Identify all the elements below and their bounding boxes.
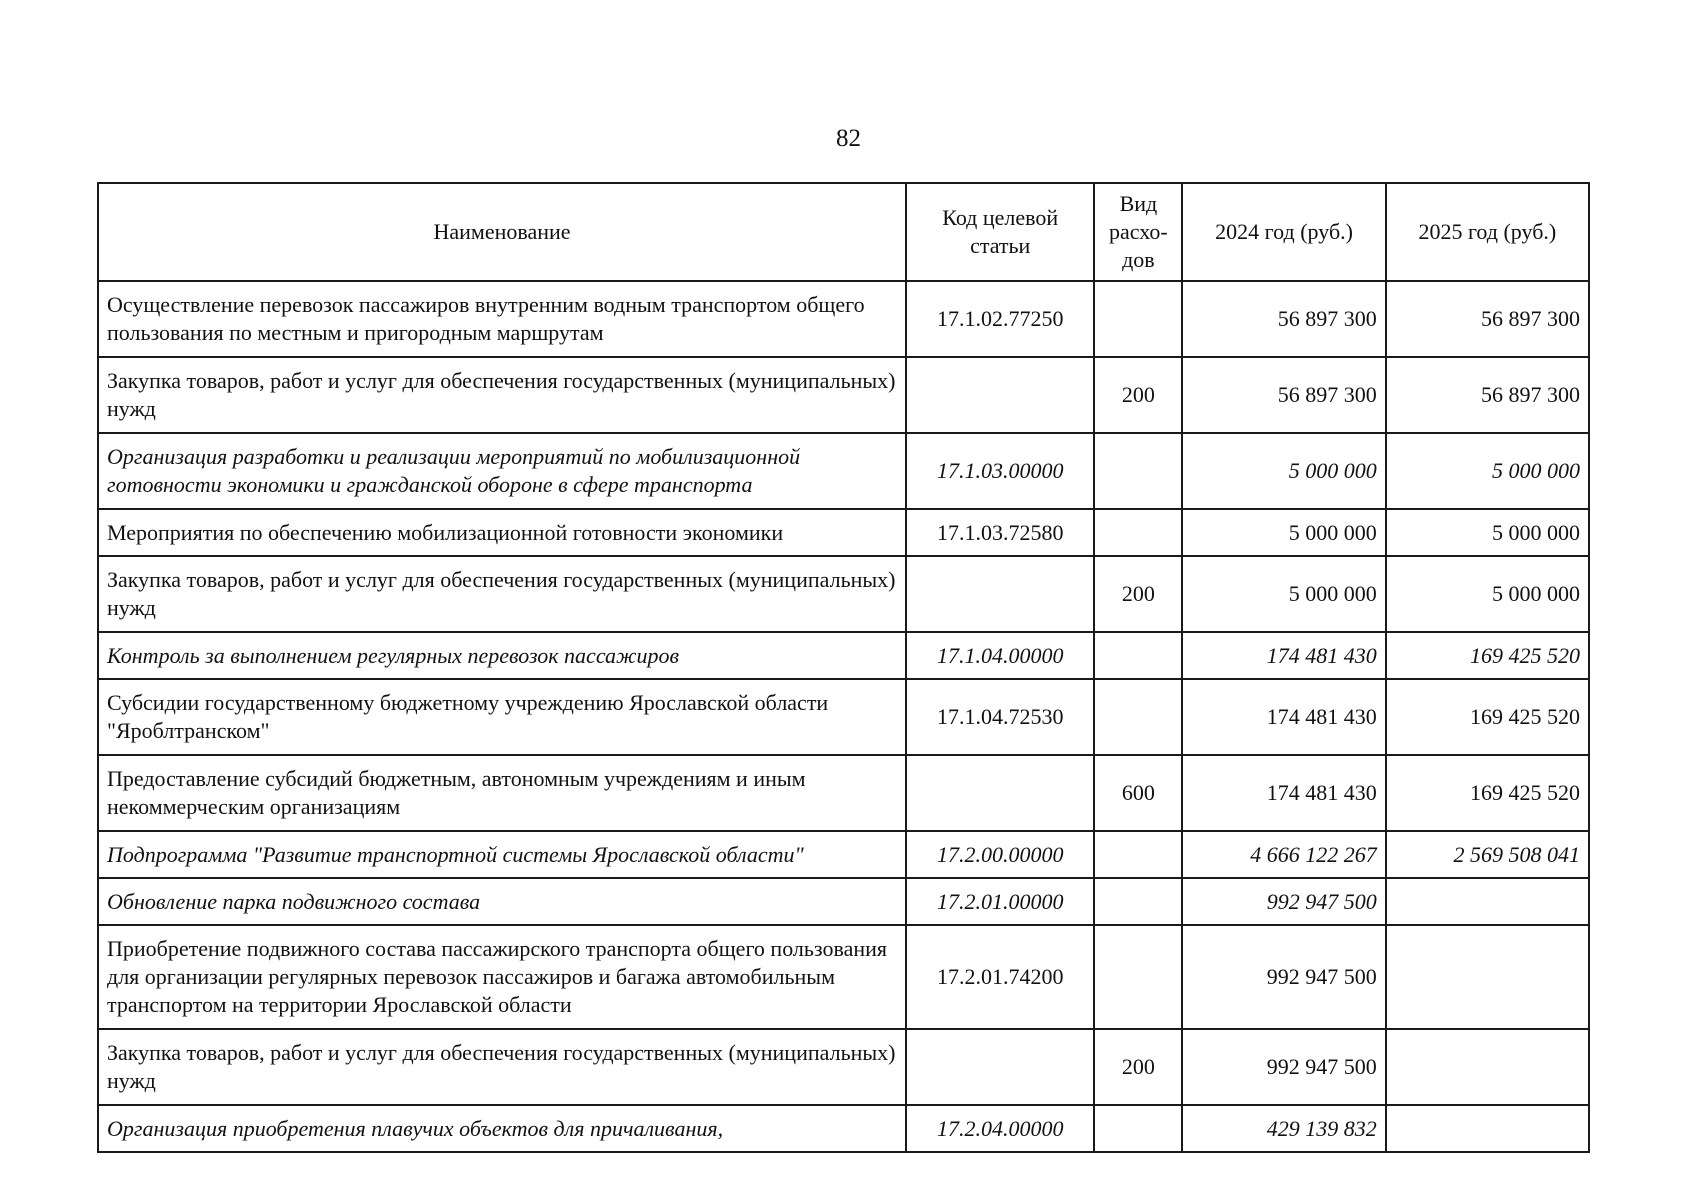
row-2024: 992 947 500 bbox=[1182, 1029, 1385, 1105]
row-name: Закупка товаров, работ и услуг для обеспечения государственных (муниципальных) нужд bbox=[98, 556, 906, 632]
header-2025: 2025 год (руб.) bbox=[1386, 183, 1589, 281]
row-2024: 174 481 430 bbox=[1182, 755, 1385, 831]
row-code: 17.2.01.74200 bbox=[906, 925, 1094, 1029]
table-row bbox=[98, 632, 1589, 679]
page-number: 82 bbox=[836, 125, 861, 152]
row-code: 17.1.04.00000 bbox=[906, 632, 1094, 679]
row-name: Осуществление перевозок пассажиров внутренним водным транспортом общего пользования по местным и пригородным маршрутам bbox=[98, 281, 906, 357]
row-2025 bbox=[1386, 1105, 1589, 1152]
row-kind bbox=[1094, 433, 1182, 509]
row-name: Предоставление субсидий бюджетным, автономным учреждениям и иным некоммерческим организациям bbox=[98, 755, 906, 831]
row-2024: 5 000 000 bbox=[1182, 509, 1385, 556]
row-2025 bbox=[1386, 925, 1589, 1029]
table-row bbox=[98, 679, 1589, 755]
row-2024: 174 481 430 bbox=[1182, 679, 1385, 755]
budget-table bbox=[97, 182, 1590, 1153]
row-2025: 56 897 300 bbox=[1386, 357, 1589, 433]
table-row bbox=[98, 925, 1589, 1029]
row-2024: 992 947 500 bbox=[1182, 925, 1385, 1029]
header-kind: Вид расхо-дов bbox=[1094, 183, 1182, 281]
row-kind bbox=[1094, 925, 1182, 1029]
row-kind: 200 bbox=[1094, 357, 1182, 433]
row-2025: 56 897 300 bbox=[1386, 281, 1589, 357]
row-kind: 200 bbox=[1094, 556, 1182, 632]
row-name: Субсидии государственному бюджетному учреждению Ярославской области "Яроблтранском" bbox=[98, 679, 906, 755]
row-kind: 200 bbox=[1094, 1029, 1182, 1105]
table-row bbox=[98, 831, 1589, 878]
row-code: 17.1.02.77250 bbox=[906, 281, 1094, 357]
row-2024: 429 139 832 bbox=[1182, 1105, 1385, 1152]
row-code bbox=[906, 1029, 1094, 1105]
header-code: Код целевой статьи bbox=[906, 183, 1094, 281]
row-code bbox=[906, 556, 1094, 632]
row-2024: 5 000 000 bbox=[1182, 433, 1385, 509]
row-2025: 2 569 508 041 bbox=[1386, 831, 1589, 878]
row-2024: 4 666 122 267 bbox=[1182, 831, 1385, 878]
row-code: 17.2.01.00000 bbox=[906, 878, 1094, 925]
row-kind: 600 bbox=[1094, 755, 1182, 831]
row-2025: 5 000 000 bbox=[1386, 509, 1589, 556]
row-name: Закупка товаров, работ и услуг для обеспечения государственных (муниципальных) нужд bbox=[98, 357, 906, 433]
row-2025: 169 425 520 bbox=[1386, 755, 1589, 831]
row-code: 17.1.03.00000 bbox=[906, 433, 1094, 509]
row-name: Закупка товаров, работ и услуг для обеспечения государственных (муниципальных) нужд bbox=[98, 1029, 906, 1105]
row-code: 17.1.04.72530 bbox=[906, 679, 1094, 755]
table-header-row bbox=[98, 183, 1589, 281]
table-row bbox=[98, 878, 1589, 925]
table-row bbox=[98, 433, 1589, 509]
row-2024: 992 947 500 bbox=[1182, 878, 1385, 925]
row-2025: 5 000 000 bbox=[1386, 556, 1589, 632]
row-kind bbox=[1094, 878, 1182, 925]
header-2024: 2024 год (руб.) bbox=[1182, 183, 1385, 281]
row-code: 17.2.00.00000 bbox=[906, 831, 1094, 878]
row-2024: 174 481 430 bbox=[1182, 632, 1385, 679]
row-name: Организация приобретения плавучих объектов для причаливания, bbox=[98, 1105, 906, 1152]
row-code bbox=[906, 755, 1094, 831]
row-kind bbox=[1094, 281, 1182, 357]
row-2024: 5 000 000 bbox=[1182, 556, 1385, 632]
row-code: 17.2.04.00000 bbox=[906, 1105, 1094, 1152]
row-kind bbox=[1094, 679, 1182, 755]
row-2025 bbox=[1386, 878, 1589, 925]
row-name: Контроль за выполнением регулярных перевозок пассажиров bbox=[98, 632, 906, 679]
row-2024: 56 897 300 bbox=[1182, 357, 1385, 433]
row-2025: 5 000 000 bbox=[1386, 433, 1589, 509]
table-row bbox=[98, 1105, 1589, 1152]
row-name: Мероприятия по обеспечению мобилизационной готовности экономики bbox=[98, 509, 906, 556]
table-row bbox=[98, 1029, 1589, 1105]
row-name: Подпрограмма "Развитие транспортной системы Ярославской области" bbox=[98, 831, 906, 878]
row-name: Приобретение подвижного состава пассажирского транспорта общего пользования для организации регулярных перевозок пассажиров и багажа автомобильным транспортом на территории Ярославской области bbox=[98, 925, 906, 1029]
row-2025 bbox=[1386, 1029, 1589, 1105]
row-2025: 169 425 520 bbox=[1386, 679, 1589, 755]
row-2025: 169 425 520 bbox=[1386, 632, 1589, 679]
row-name: Обновление парка подвижного состава bbox=[98, 878, 906, 925]
row-code: 17.1.03.72580 bbox=[906, 509, 1094, 556]
row-kind bbox=[1094, 632, 1182, 679]
row-name: Организация разработки и реализации мероприятий по мобилизационной готовности экономики и гражданской обороне в сфере транспорта bbox=[98, 433, 906, 509]
table-row bbox=[98, 556, 1589, 632]
row-kind bbox=[1094, 831, 1182, 878]
header-name: Наименование bbox=[98, 183, 906, 281]
row-2024: 56 897 300 bbox=[1182, 281, 1385, 357]
table-row bbox=[98, 357, 1589, 433]
table-row bbox=[98, 281, 1589, 357]
table-row bbox=[98, 509, 1589, 556]
row-kind bbox=[1094, 509, 1182, 556]
row-kind bbox=[1094, 1105, 1182, 1152]
row-code bbox=[906, 357, 1094, 433]
table-row bbox=[98, 755, 1589, 831]
